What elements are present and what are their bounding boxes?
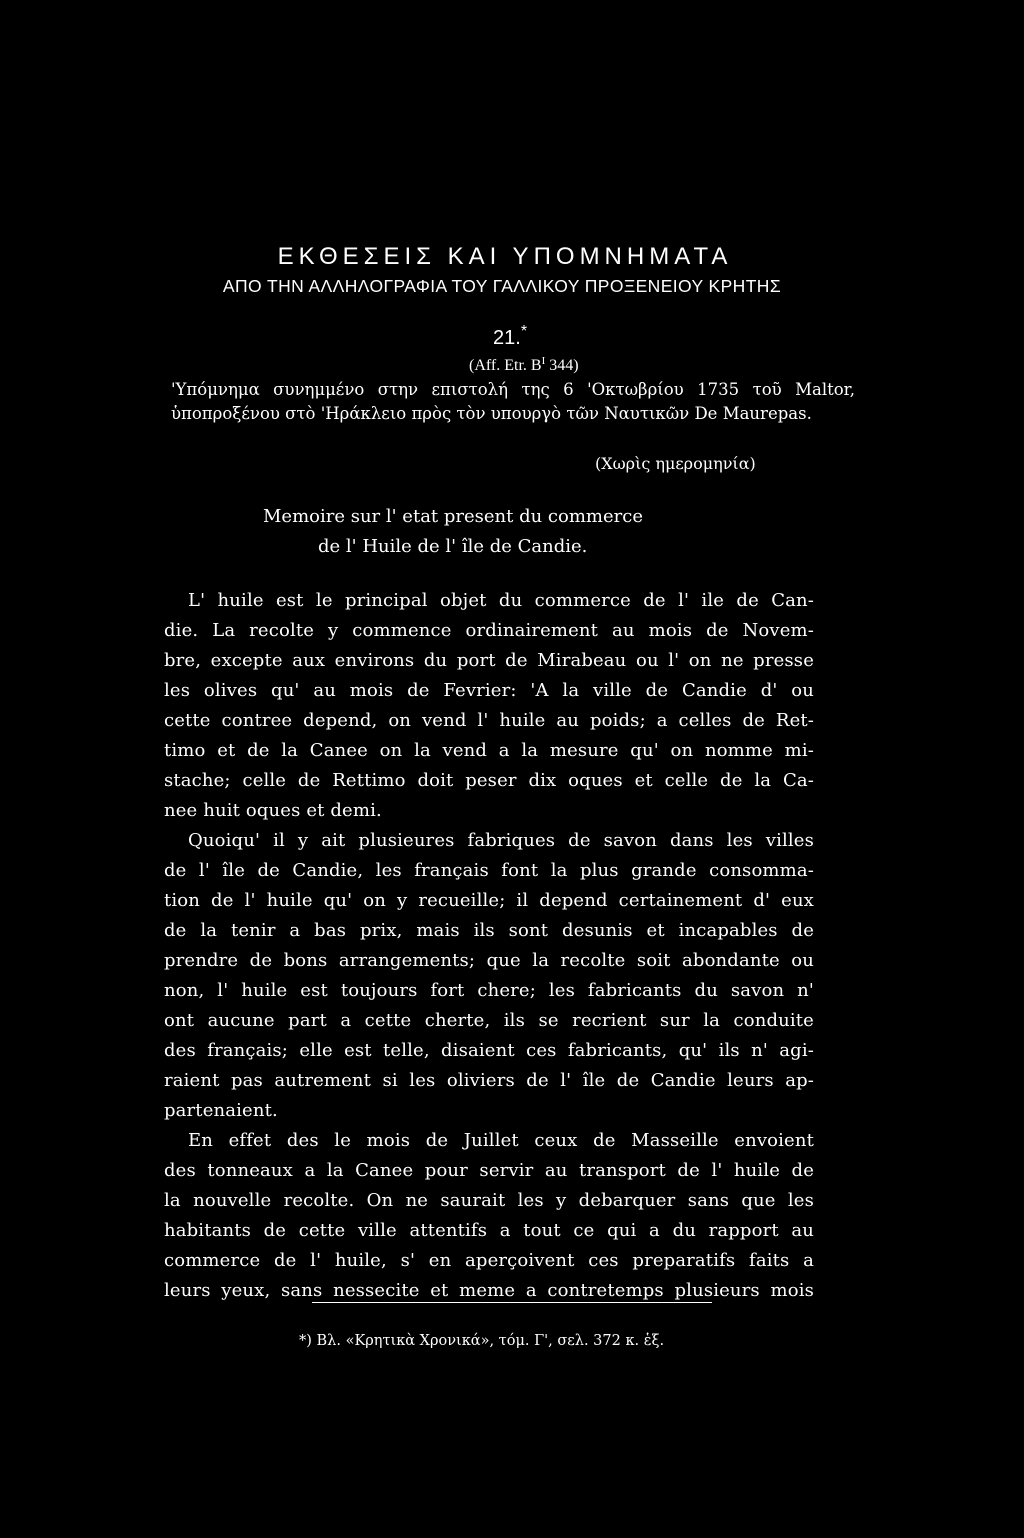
body-line: raient pas autrement si les oliviers de l' île de Candie leurs ap- [164, 1070, 814, 1091]
body-line: nee huit oques et demi. [164, 800, 382, 821]
document-number-value: 21. [493, 327, 521, 349]
body-line: non, l' huile est toujours fort chere; les fabricants du savon n' [164, 980, 814, 1001]
footnote: *) Βλ. «Κρητικὰ Χρονικά», τόμ. Γ', σελ. 372 κ. ἑξ. [299, 1333, 665, 1349]
body-line: les olives qu' au mois de Fevrier: 'A la ville de Candie d' ou [164, 680, 814, 701]
footnote-marker: * [520, 323, 528, 340]
archive-reference [469, 355, 579, 375]
archive-reference-suffix: 344) [545, 357, 579, 374]
body-line: tion de l' huile qu' on y recueille; il depend certainement d' eux [164, 890, 814, 911]
body-line: cette contree depend, on vend l' huile au poids; a celles de Ret- [164, 710, 814, 731]
body-line: la nouvelle recolte. On ne saurait les y debarquer sans que les [164, 1190, 814, 1211]
body-line: stache; celle de Rettimo doit peser dix oques et celle de la Ca- [164, 770, 814, 791]
page-subheading: ΑΠΟ ΤΗΝ ΑΛΛΗΛΟΓΡΑΦΙΑ ΤΟΥ ΓΑΛΛΙΚΟΥ ΠΡΟΞΕΝΕΙΟΥ ΚΡΗΤΗΣ [222, 276, 782, 296]
body-line: habitants de cette ville attentifs a tout ce qui a du rapport au [164, 1220, 814, 1241]
body-line: leurs yeux, sans nessecite et meme a contretemps plusieurs mois [164, 1280, 814, 1301]
body-line: des français; elle est telle, disaient ces fabricants, qu' ils n' agi- [164, 1040, 814, 1061]
body-line: En effet des le mois de Juillet ceux de Masseille envoient [188, 1130, 814, 1151]
body-line: de la tenir a bas prix, mais ils sont desunis et incapables de [164, 920, 814, 941]
body-line: des tonneaux a la Canee pour servir au transport de l' huile de [164, 1160, 814, 1181]
body-line: prendre de bons arrangements; que la recolte soit abondante ou [164, 950, 814, 971]
body-line: partenaient. [164, 1100, 278, 1121]
body-line: bre, excepte aux environs du port de Mirabeau ou l' on ne presse [164, 650, 814, 671]
body-line: timo et de la Canee on la vend a la mesure qu' on nomme mi- [164, 740, 814, 761]
body-line: Quoiqu' il y ait plusieures fabriques de savon dans les villes [188, 830, 814, 851]
body-line: commerce de l' huile, s' en aperçoivent ces preparatifs faits a [164, 1250, 814, 1271]
intro-line-1: 'Υπόμνημα συνημμένο στην επιστολή της 6 'Οκτωβρίου 1735 τοῦ Maltor, [171, 380, 855, 399]
no-date-note: (Χωρὶς ημερομηνία) [595, 454, 756, 473]
document-number [493, 323, 527, 350]
intro-line-2: ὑποπροξένου στὸ 'Ηράκλειο πρὸς τὸν υπουργὸ τῶν Ναυτικῶν De Maurepas. [171, 404, 812, 423]
memo-title-line-2: de l' Huile de l' île de Candie. [318, 536, 588, 557]
page-heading: ΕΚΘΕΣΕΙΣ ΚΑΙ ΥΠΟΜΝΗΜΑΤΑ [277, 243, 733, 270]
archive-reference-prefix: (Aff. Etr. B [469, 357, 542, 374]
memo-title-line-1: Memoire sur l' etat present du commerce [263, 506, 643, 527]
body-line: L' huile est le principal objet du commerce de l' ile de Can- [188, 590, 814, 611]
body-line: de l' île de Candie, les français font la plus grande consomma- [164, 860, 814, 881]
footnote-divider [312, 1302, 712, 1303]
body-line: ont aucune part a cette cherte, ils se recrient sur la conduite [164, 1010, 814, 1031]
archive-reference-sup: I [541, 355, 546, 367]
body-line: die. La recolte y commence ordinairement au mois de Novem- [164, 620, 814, 641]
